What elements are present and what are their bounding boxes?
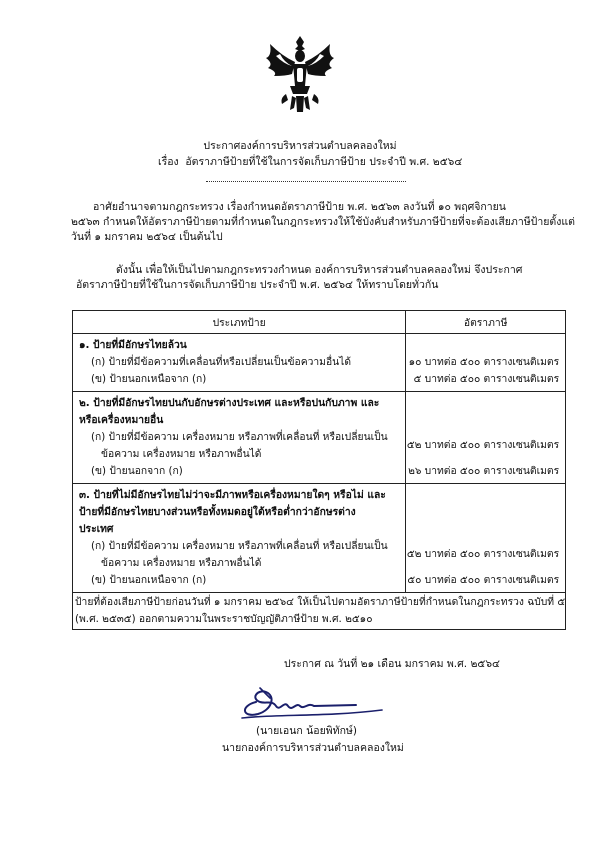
rate-value: ๕๒ บาทต่อ ๕๐๐ ตารางเซนติเมตร [406,439,560,451]
item-text: ข้อความ เครื่องหมาย หรือภาพอื่นได้ [101,448,262,460]
rate-value: ๒๖ บาทต่อ ๕๐๐ ตารางเซนติเมตร [408,465,560,477]
rate-value: ๕๒ บาทต่อ ๕๐๐ ตารางเซนติเมตร [406,548,560,560]
signature [236,684,386,720]
group-heading: ๒. ป้ายที่มีอักษรไทยปนกับอักษรต่างประเทศ และหรือปนกับภาพ และ [79,397,380,409]
paragraph-announce [76,263,576,293]
tax-rate-table [72,310,566,630]
paragraph-line: อัตราภาษีป้ายที่ใช้ในการจัดเก็บภาษีป้าย ประจำปี พ.ศ. ๒๕๖๔ ให้ทราบโดยทั่วกัน [76,279,439,291]
group-heading: ๓. ป้ายที่ไม่มีอักษรไทยไม่ว่าจะมีภาพหรือเครื่องหมายใดๆ หรือไม่ และ [79,489,386,501]
group-heading: ๑. ป้ายที่มีอักษรไทยล้วน [79,339,187,351]
note-text: ป้ายที่ต้องเสียภาษีป้ายก่อนวันที่ ๑ มกราคม ๒๕๖๔ ให้เป็นไปตามอัตราภาษีป้ายที่กำหนดในกฎกระทรวง ฉบับที่ ๕ [75,596,566,608]
subject-line [158,155,462,169]
paragraph-line: อาศัยอำนาจตามกฎกระทรวง เรื่องกำหนดอัตราภาษีป้าย พ.ศ. ๒๕๖๓ ลงวันที่ ๑๐ พฤศจิกายน [93,201,506,213]
group-heading: หรือเครื่องหมายอื่น [79,414,164,426]
subject-label: เรื่อง [158,156,179,168]
group-heading: ประเทศ [79,523,114,535]
note-text: (พ.ศ. ๒๕๓๕) ออกตามความในพระราชบัญญัติภาษีป้าย พ.ศ. ๒๕๑๐ [75,613,373,625]
table-note-row [73,593,566,630]
garuda-emblem [262,34,338,114]
col-header-tax-rate: อัตราภาษี [406,311,566,334]
table-row-group-3 [73,484,566,593]
item-text: ข้อความ เครื่องหมาย หรือภาพอื่นได้ [101,557,262,569]
table-row-group-1 [73,334,566,392]
paragraph-line: วันที่ ๑ มกราคม ๒๕๖๔ เป็นต้นไป [71,231,223,243]
col-header-sign-type: ประเภทป้าย [73,311,406,334]
table-header-row [73,311,566,334]
signer-name: (นายเอนก น้อยพิทักษ์) [256,725,357,737]
item-text: (ก) ป้ายที่มีข้อความ เครื่องหมาย หรือภาพที่เคลื่อนที่ หรือเปลี่ยนเป็น [91,540,388,552]
separator-dotted-line [206,181,406,182]
paragraph-line: ดังนั้น เพื่อให้เป็นไปตามกฎกระทรวงกำหนด องค์การบริหารส่วนตำบลคลองใหม่ จึงประกาศ [116,264,523,276]
announcement-date: ประกาศ ณ วันที่ ๒๑ เดือน มกราคม พ.ศ. ๒๕๖๔ [284,658,500,670]
rate-value: ๑๐ บาทต่อ ๕๐๐ ตารางเซนติเมตร [408,356,560,368]
paragraph-line: ๒๕๖๓ กำหนดให้อัตราภาษีป้ายตามที่กำหนดในกฎกระทรวงให้ใช้บังคับสำหรับภาษีป้ายที่จะต้องเสียภาษีป้ายตั้งแต่ [71,216,575,228]
rate-value: ๕ บาทต่อ ๕๐๐ ตารางเซนติเมตร [413,373,560,385]
announcement-org-title: ประกาศองค์การบริหารส่วนตำบลคลองใหม่ [203,140,397,152]
item-text: (ข) ป้ายนอกจาก (ก) [91,465,183,477]
item-text: (ข) ป้ายนอกเหนือจาก (ก) [91,373,207,385]
signer-position: นายกองค์การบริหารส่วนตำบลคลองใหม่ [222,742,404,754]
table-row-group-2 [73,392,566,484]
rate-value: ๕๐ บาทต่อ ๕๐๐ ตารางเซนติเมตร [407,574,560,586]
group-heading: ป้ายที่มีอักษรไทยบางส่วนหรือทั้งหมดอยู่ใต้หรือต่ำกว่าอักษรต่าง [79,506,356,518]
paragraph-authority [71,200,575,245]
subject-text: อัตราภาษีป้ายที่ใช้ในการจัดเก็บภาษีป้าย ประจำปี พ.ศ. ๒๕๖๔ [185,156,463,168]
item-text: (ก) ป้ายที่มีข้อความ เครื่องหมาย หรือภาพที่เคลื่อนที่ หรือเปลี่ยนเป็น [91,431,388,443]
item-text: (ก) ป้ายที่มีข้อความที่เคลื่อนที่หรือเปลี่ยนเป็นข้อความอื่นได้ [91,356,352,368]
item-text: (ข) ป้ายนอกเหนือจาก (ก) [91,574,207,586]
